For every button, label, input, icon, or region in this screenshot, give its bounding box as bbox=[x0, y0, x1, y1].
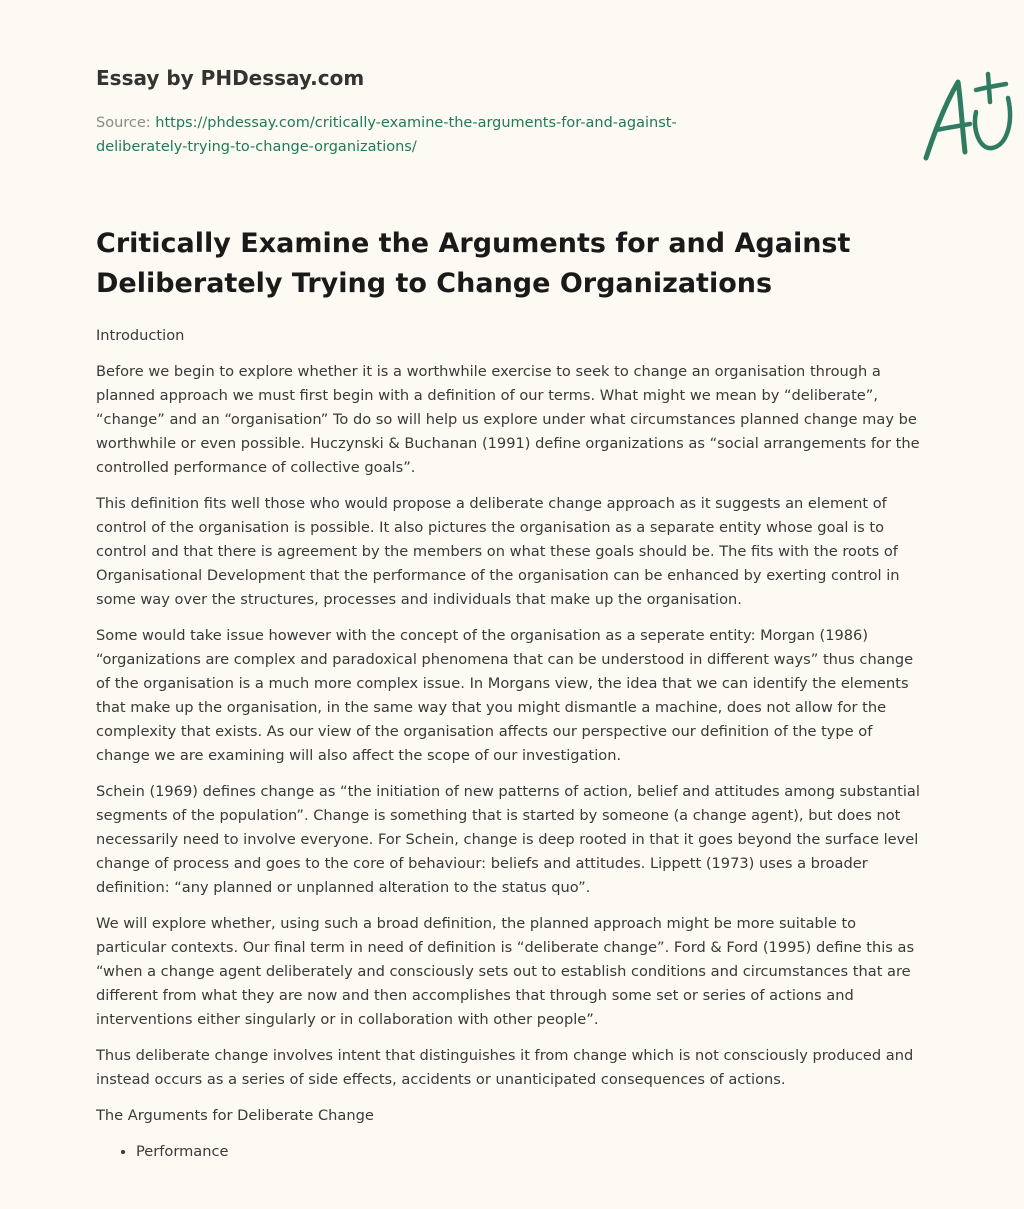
a-plus-logo-icon bbox=[918, 68, 1024, 164]
paragraph: Some would take issue however with the concept of the organisation as a seperate entity: Morgan (1986) “organizations are complex and paradoxical phenomena that can be understood in different ways” thus change of the organisation is a much more complex issue. In Morgans view, the idea that we can identify the elements that make up the organisation, in the same way that you might dismantle a machine, does not allow for the complexity that exists. As our view of the organisation affects our perspective our definition of the type of change we are examining will also affect the scope of our investigation. bbox=[96, 627, 914, 764]
section-heading: The Arguments for Deliberate Change bbox=[96, 1107, 374, 1124]
brand-name: Essay by PHDessay.com bbox=[96, 66, 365, 90]
essay-title: Critically Examine the Arguments for and Against Deliberately Trying to Change Organizations bbox=[96, 228, 851, 299]
paragraph: Before we begin to explore whether it is a worthwhile exercise to seek to change an organisation through a planned approach we must first begin with a definition of our terms. What might we mean by “deliberate”, “change” and an “organisation” To do so will help us explore under what circumstances planned change may be worthwhile or even possible. Huczynski & Buchanan (1991) define organizations as “social arrangements for the controlled performance of collective goals”. bbox=[96, 363, 920, 476]
essay-body bbox=[96, 324, 926, 1164]
source-label: Source: bbox=[96, 115, 151, 131]
source-line bbox=[96, 111, 736, 159]
bullet-list bbox=[96, 1140, 926, 1164]
source-link[interactable]: https://phdessay.com/critically-examine-the-arguments-for-and-against-deliberately-trying-to-change-organizations/ bbox=[96, 115, 677, 155]
paragraph: We will explore whether, using such a broad definition, the planned approach might be more suitable to particular contexts. Our final term in need of definition is “deliberate change”. Ford & Ford (1995) define this as “when a change agent deliberately and consciously sets out to establish conditions and circumstances that are different from what they are now and then accomplishes that through some set or series of actions and interventions either singularly or in collaboration with other people”. bbox=[96, 915, 915, 1028]
intro-heading: Introduction bbox=[96, 327, 185, 344]
paragraph: Thus deliberate change involves intent that distinguishes it from change which is not consciously produced and instead occurs as a series of side effects, accidents or unanticipated consequences of actions. bbox=[96, 1047, 914, 1088]
list-item: • Performance bbox=[136, 1140, 926, 1164]
paragraph: This definition fits well those who would propose a deliberate change approach as it suggests an element of control of the organisation is possible. It also pictures the organisation as a separate entity whose goal is to control and that there is agreement by the members on what these goals should be. The fits with the roots of Organisational Development that the performance of the organisation can be enhanced by exerting control in some way over the structures, processes and individuals that make up the organisation. bbox=[96, 495, 900, 608]
paragraph: Schein (1969) defines change as “the initiation of new patterns of action, belief and attitudes among substantial segments of the population”. Change is something that is started by someone (a change agent), but does not necessarily need to involve everyone. For Schein, change is deep rooted in that it goes beyond the surface level change of process and goes to the core of behaviour: beliefs and attitudes. Lippett (1973) uses a broader definition: “any planned or unplanned alteration to the status quo”. bbox=[96, 783, 920, 896]
